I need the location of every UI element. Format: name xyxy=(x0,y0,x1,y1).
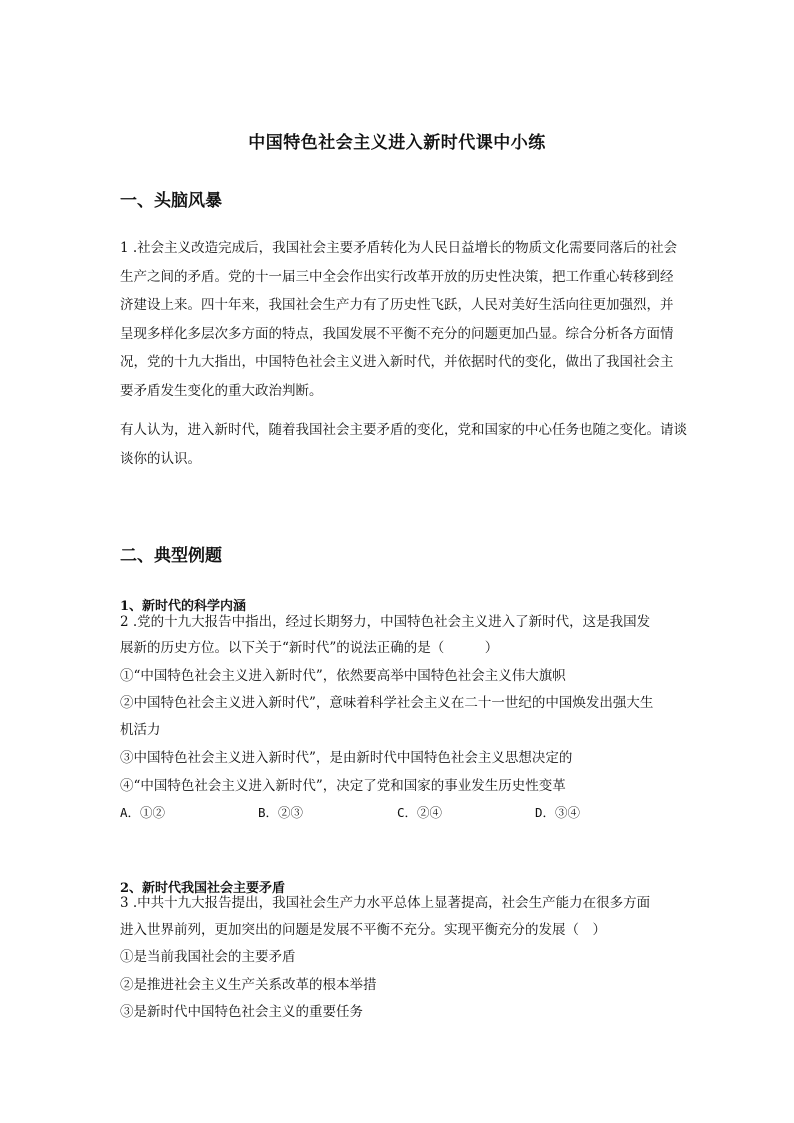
question-2-option-b: B．②③ xyxy=(258,805,304,820)
question-2-statement-2-line-2: 机活力 xyxy=(120,722,161,738)
question-2-option-d: D．③④ xyxy=(535,805,581,820)
question-2-stem-line-1: 2 .党的十九大报告中指出，经过长期努力，中国特色社会主义进入了新时代，这是我国发 xyxy=(120,614,651,630)
question-3-stem-line-1: 3 .中共十九大报告提出，我国社会生产力水平总体上显著提高，社会生产能力在很多方面 xyxy=(120,895,651,911)
question-2-statement-2-line-1: ②中国特色社会主义进入新时代”，意味着科学社会主义在二十一世纪的中国焕发出强大生 xyxy=(120,695,654,711)
question-2-statement-3: ③中国特色社会主义进入新时代”，是由新时代中国特色社会主义思想决定的 xyxy=(120,750,573,766)
question-1-prompt: 有人认为，进入新时代，随着我国社会主要矛盾的变化，党和国家的中心任务也随之变化。请谈谈你的认识。 xyxy=(120,422,687,467)
question-1-text: 1 .社会主义改造完成后，我国社会主要矛盾转化为人民日益增长的物质文化需要同落后的社会生产之间的矛盾。党的十一届三中全会作出实行改革开放的历史性决策，把工作重心转移到经济建设上来。四十年来，我国社会生产力有了历史性飞跃，人民对美好生活向往更加强烈，并呈现多样化多层次多方面的特点，我国发展不平衡不充分的问题更加凸显。综合分析各方面情况，党的十九大指出，中国特色社会主义进入新时代，并依据时代的变化，做出了我国社会主要矛盾发生变化的重大政治判断。 xyxy=(120,240,678,399)
question-2-option-c: C．②④ xyxy=(397,805,443,820)
question-3-stem-line-2: 进入世界前列，更加突出的问题是发展不平衡不充分。实现平衡充分的发展（ ） xyxy=(120,922,606,938)
question-2-stem-line-2: 展新的历史方位。以下关于“新时代”的说法正确的是（ ） xyxy=(120,640,499,656)
question-2-statement-4: ④“中国特色社会主义进入新时代”，决定了党和国家的事业发生历史性变革 xyxy=(120,778,566,794)
section-heading-brainstorm: 一、头脑风暴 xyxy=(120,191,222,211)
question-3-statement-2: ②是推进社会主义生产关系改革的根本举措 xyxy=(120,977,377,993)
subheading-new-era-meaning: 1、新时代的科学内涵 xyxy=(120,599,247,614)
question-2-option-a: A．①② xyxy=(120,805,166,820)
question-3-statement-3: ③是新时代中国特色社会主义的重要任务 xyxy=(120,1004,363,1020)
question-2-statement-1: ①“中国特色社会主义进入新时代”，依然要高举中国特色社会主义伟大旗帜 xyxy=(120,668,566,684)
document-title: 中国特色社会主义进入新时代课中小练 xyxy=(248,133,546,153)
question-3-statement-1: ①是当前我国社会的主要矛盾 xyxy=(120,949,296,965)
subheading-principal-contradiction: 2、新时代我国社会主要矛盾 xyxy=(120,881,286,896)
section-heading-examples: 二、典型例题 xyxy=(120,546,222,566)
